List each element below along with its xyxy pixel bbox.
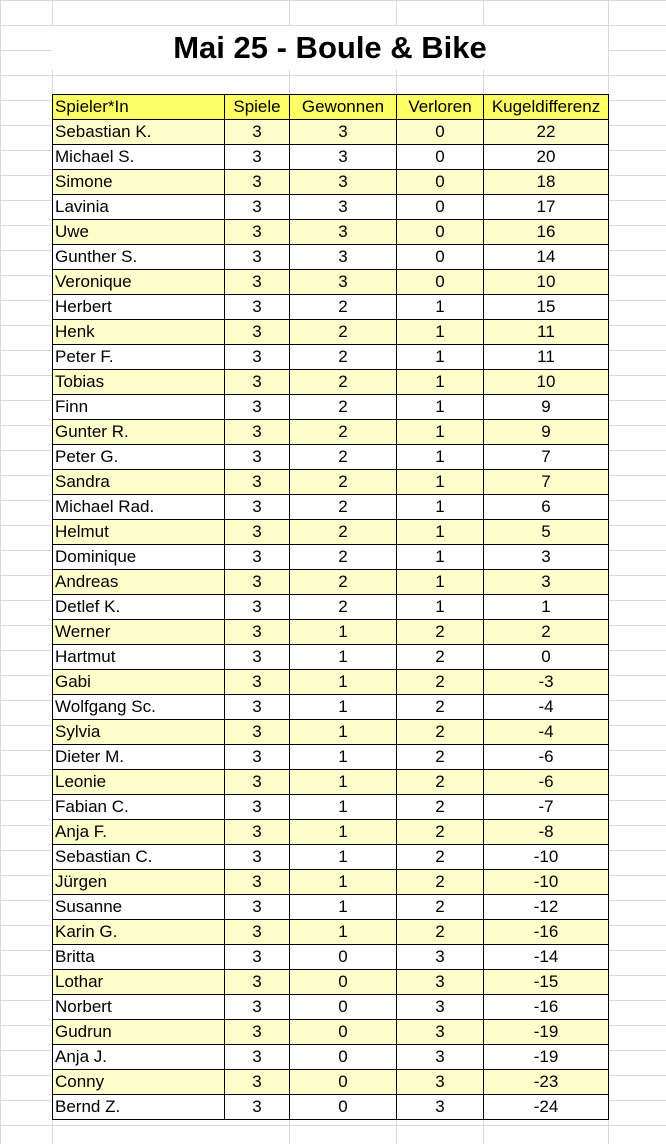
cell-games[interactable]: 3 (225, 220, 290, 245)
cell-lost[interactable]: 2 (397, 870, 484, 895)
table-row (53, 770, 609, 795)
cell-player[interactable]: Bernd Z. (53, 1095, 225, 1120)
cell-ball-difference[interactable]: -14 (484, 945, 609, 970)
cell-won[interactable]: 2 (290, 445, 397, 470)
column-header-won[interactable]: Gewonnen (290, 95, 397, 120)
cell-player[interactable]: Henk (53, 320, 225, 345)
cell-won[interactable]: 2 (290, 320, 397, 345)
header-row (53, 95, 609, 120)
cell-games[interactable]: 3 (225, 570, 290, 595)
table-row (53, 495, 609, 520)
cell-ball-difference[interactable]: 14 (484, 245, 609, 270)
cell-ball-difference[interactable]: 6 (484, 495, 609, 520)
table-row (53, 245, 609, 270)
cell-games[interactable]: 3 (225, 920, 290, 945)
cell-player[interactable]: Uwe (53, 220, 225, 245)
cell-games[interactable]: 3 (225, 970, 290, 995)
table-row (53, 145, 609, 170)
table-row (53, 795, 609, 820)
cell-won[interactable]: 1 (290, 920, 397, 945)
table-row (53, 995, 609, 1020)
cell-games[interactable]: 3 (225, 195, 290, 220)
cell-ball-difference[interactable]: 17 (484, 195, 609, 220)
cell-won[interactable]: 1 (290, 745, 397, 770)
cell-games[interactable]: 3 (225, 370, 290, 395)
table-row (53, 1095, 609, 1120)
cell-games[interactable]: 3 (225, 420, 290, 445)
table-body (53, 120, 609, 1120)
cell-ball-difference[interactable]: -7 (484, 795, 609, 820)
cell-lost[interactable]: 1 (397, 470, 484, 495)
cell-lost[interactable]: 1 (397, 295, 484, 320)
cell-games[interactable]: 3 (225, 620, 290, 645)
cell-won[interactable]: 1 (290, 645, 397, 670)
table-row (53, 670, 609, 695)
table-row (53, 170, 609, 195)
cell-ball-difference[interactable]: 5 (484, 520, 609, 545)
cell-player[interactable]: Sylvia (53, 720, 225, 745)
cell-won[interactable]: 2 (290, 420, 397, 445)
cell-games[interactable]: 3 (225, 445, 290, 470)
table-row (53, 745, 609, 770)
table-row (53, 395, 609, 420)
column-header-ball-difference[interactable]: Kugeldifferenz (484, 95, 609, 120)
cell-ball-difference[interactable]: -6 (484, 770, 609, 795)
cell-games[interactable]: 3 (225, 720, 290, 745)
cell-ball-difference[interactable]: 18 (484, 170, 609, 195)
cell-lost[interactable]: 1 (397, 370, 484, 395)
cell-ball-difference[interactable]: 3 (484, 570, 609, 595)
cell-won[interactable]: 3 (290, 270, 397, 295)
cell-ball-difference[interactable]: -12 (484, 895, 609, 920)
cell-lost[interactable]: 1 (397, 445, 484, 470)
cell-ball-difference[interactable]: -6 (484, 745, 609, 770)
cell-won[interactable]: 2 (290, 470, 397, 495)
cell-player[interactable]: Hartmut (53, 645, 225, 670)
cell-ball-difference[interactable]: -4 (484, 720, 609, 745)
cell-lost[interactable]: 1 (397, 495, 484, 520)
cell-games[interactable]: 3 (225, 670, 290, 695)
cell-ball-difference[interactable]: -3 (484, 670, 609, 695)
cell-player[interactable]: Simone (53, 170, 225, 195)
cell-won[interactable]: 2 (290, 545, 397, 570)
cell-ball-difference[interactable]: -4 (484, 695, 609, 720)
cell-ball-difference[interactable]: 11 (484, 320, 609, 345)
cell-player[interactable]: Michael Rad. (53, 495, 225, 520)
cell-games[interactable]: 3 (225, 895, 290, 920)
cell-games[interactable]: 3 (225, 745, 290, 770)
cell-player[interactable]: Gabi (53, 670, 225, 695)
cell-games[interactable]: 3 (225, 870, 290, 895)
cell-won[interactable]: 0 (290, 1095, 397, 1120)
cell-ball-difference[interactable]: 10 (484, 270, 609, 295)
cell-ball-difference[interactable]: 15 (484, 295, 609, 320)
cell-lost[interactable]: 2 (397, 745, 484, 770)
cell-lost[interactable]: 3 (397, 1095, 484, 1120)
cell-won[interactable]: 0 (290, 995, 397, 1020)
cell-player[interactable]: Lothar (53, 970, 225, 995)
column-header-lost[interactable]: Verloren (397, 95, 484, 120)
cell-games[interactable]: 3 (225, 545, 290, 570)
cell-games[interactable]: 3 (225, 470, 290, 495)
column-header-games[interactable]: Spiele (225, 95, 290, 120)
cell-lost[interactable]: 2 (397, 795, 484, 820)
table-row (53, 695, 609, 720)
cell-ball-difference[interactable]: 16 (484, 220, 609, 245)
cell-lost[interactable]: 3 (397, 970, 484, 995)
cell-games[interactable]: 3 (225, 945, 290, 970)
cell-games[interactable]: 3 (225, 295, 290, 320)
cell-games[interactable]: 3 (225, 145, 290, 170)
table-row (53, 220, 609, 245)
cell-player[interactable]: Leonie (53, 770, 225, 795)
cell-lost[interactable]: 2 (397, 670, 484, 695)
cell-player[interactable]: Anja F. (53, 820, 225, 845)
cell-ball-difference[interactable]: -19 (484, 1020, 609, 1045)
cell-lost[interactable]: 0 (397, 145, 484, 170)
cell-player[interactable]: Tobias (53, 370, 225, 395)
cell-ball-difference[interactable]: -15 (484, 970, 609, 995)
cell-ball-difference[interactable]: 1 (484, 595, 609, 620)
cell-won[interactable]: 0 (290, 1045, 397, 1070)
table-row (53, 270, 609, 295)
cell-won[interactable]: 3 (290, 170, 397, 195)
cell-player[interactable]: Finn (53, 395, 225, 420)
sheet-title: Mai 25 - Boule & Bike (52, 26, 608, 70)
table-row (53, 320, 609, 345)
cell-player[interactable]: Andreas (53, 570, 225, 595)
cell-ball-difference[interactable]: -19 (484, 1045, 609, 1070)
cell-player[interactable]: Fabian C. (53, 795, 225, 820)
cell-games[interactable]: 3 (225, 270, 290, 295)
cell-games[interactable]: 3 (225, 1045, 290, 1070)
cell-ball-difference[interactable]: 9 (484, 395, 609, 420)
table-row (53, 195, 609, 220)
cell-lost[interactable]: 1 (397, 545, 484, 570)
cell-ball-difference[interactable]: 7 (484, 445, 609, 470)
cell-won[interactable]: 2 (290, 495, 397, 520)
cell-player[interactable]: Sebastian K. (53, 120, 225, 145)
table-row (53, 295, 609, 320)
cell-player[interactable]: Anja J. (53, 1045, 225, 1070)
cell-games[interactable]: 3 (225, 820, 290, 845)
cell-won[interactable]: 2 (290, 570, 397, 595)
cell-player[interactable]: Peter G. (53, 445, 225, 470)
cell-won[interactable]: 2 (290, 520, 397, 545)
cell-ball-difference[interactable]: 2 (484, 620, 609, 645)
table-row (53, 595, 609, 620)
cell-won[interactable]: 3 (290, 220, 397, 245)
cell-won[interactable]: 1 (290, 820, 397, 845)
cell-lost[interactable]: 2 (397, 695, 484, 720)
cell-won[interactable]: 3 (290, 120, 397, 145)
table-row (53, 545, 609, 570)
cell-player[interactable]: Dieter M. (53, 745, 225, 770)
cell-games[interactable]: 3 (225, 595, 290, 620)
cell-ball-difference[interactable]: 7 (484, 470, 609, 495)
cell-lost[interactable]: 3 (397, 1020, 484, 1045)
table-row (53, 345, 609, 370)
cell-games[interactable]: 3 (225, 645, 290, 670)
cell-player[interactable]: Sandra (53, 470, 225, 495)
cell-won[interactable]: 2 (290, 595, 397, 620)
table-row (53, 970, 609, 995)
cell-won[interactable]: 2 (290, 295, 397, 320)
cell-lost[interactable]: 0 (397, 270, 484, 295)
cell-games[interactable]: 3 (225, 1070, 290, 1095)
cell-lost[interactable]: 0 (397, 170, 484, 195)
table-row (53, 570, 609, 595)
cell-player[interactable]: Michael S. (53, 145, 225, 170)
cell-games[interactable]: 3 (225, 320, 290, 345)
cell-ball-difference[interactable]: -8 (484, 820, 609, 845)
table-row (53, 720, 609, 745)
cell-won[interactable]: 0 (290, 1020, 397, 1045)
cell-player[interactable]: Dominique (53, 545, 225, 570)
cell-games[interactable]: 3 (225, 345, 290, 370)
cell-lost[interactable]: 3 (397, 995, 484, 1020)
cell-ball-difference[interactable]: 10 (484, 370, 609, 395)
cell-games[interactable]: 3 (225, 1095, 290, 1120)
cell-won[interactable]: 1 (290, 895, 397, 920)
cell-ball-difference[interactable]: 20 (484, 145, 609, 170)
cell-won[interactable]: 0 (290, 945, 397, 970)
cell-won[interactable]: 2 (290, 395, 397, 420)
cell-player[interactable]: Jürgen (53, 870, 225, 895)
cell-lost[interactable]: 2 (397, 845, 484, 870)
cell-won[interactable]: 0 (290, 1070, 397, 1095)
column-header-player[interactable]: Spieler*In (53, 95, 225, 120)
cell-lost[interactable]: 1 (397, 320, 484, 345)
cell-lost[interactable]: 2 (397, 920, 484, 945)
cell-player[interactable]: Veronique (53, 270, 225, 295)
cell-lost[interactable]: 0 (397, 245, 484, 270)
table-row (53, 1020, 609, 1045)
cell-lost[interactable]: 3 (397, 1070, 484, 1095)
cell-games[interactable]: 3 (225, 245, 290, 270)
cell-lost[interactable]: 2 (397, 895, 484, 920)
table-row (53, 945, 609, 970)
cell-won[interactable]: 2 (290, 370, 397, 395)
cell-lost[interactable]: 3 (397, 945, 484, 970)
cell-lost[interactable]: 1 (397, 420, 484, 445)
table-row (53, 920, 609, 945)
cell-lost[interactable]: 2 (397, 720, 484, 745)
table-row (53, 895, 609, 920)
cell-lost[interactable]: 1 (397, 520, 484, 545)
table-row (53, 420, 609, 445)
cell-games[interactable]: 3 (225, 495, 290, 520)
table-row (53, 470, 609, 495)
cell-won[interactable]: 1 (290, 670, 397, 695)
cell-player[interactable]: Gunter R. (53, 420, 225, 445)
cell-ball-difference[interactable]: 0 (484, 645, 609, 670)
cell-ball-difference[interactable]: -16 (484, 920, 609, 945)
cell-ball-difference[interactable]: -24 (484, 1095, 609, 1120)
cell-player[interactable]: Susanne (53, 895, 225, 920)
cell-games[interactable]: 3 (225, 695, 290, 720)
table-row (53, 445, 609, 470)
cell-won[interactable]: 3 (290, 145, 397, 170)
cell-player[interactable]: Gunther S. (53, 245, 225, 270)
cell-won[interactable]: 1 (290, 770, 397, 795)
cell-ball-difference[interactable]: 22 (484, 120, 609, 145)
cell-won[interactable]: 1 (290, 695, 397, 720)
cell-games[interactable]: 3 (225, 1020, 290, 1045)
cell-player[interactable]: Werner (53, 620, 225, 645)
cell-player[interactable]: Karin G. (53, 920, 225, 945)
cell-player[interactable]: Herbert (53, 295, 225, 320)
cell-player[interactable]: Helmut (53, 520, 225, 545)
cell-player[interactable]: Gudrun (53, 1020, 225, 1045)
cell-games[interactable]: 3 (225, 520, 290, 545)
table-row (53, 820, 609, 845)
table-row (53, 645, 609, 670)
cell-ball-difference[interactable]: 9 (484, 420, 609, 445)
cell-ball-difference[interactable]: 3 (484, 545, 609, 570)
table-row (53, 620, 609, 645)
cell-lost[interactable]: 0 (397, 220, 484, 245)
table-row (53, 870, 609, 895)
cell-lost[interactable]: 1 (397, 395, 484, 420)
cell-lost[interactable]: 1 (397, 595, 484, 620)
cell-player[interactable]: Sebastian C. (53, 845, 225, 870)
table-row (53, 370, 609, 395)
cell-won[interactable]: 1 (290, 870, 397, 895)
cell-lost[interactable]: 1 (397, 570, 484, 595)
cell-won[interactable]: 1 (290, 795, 397, 820)
cell-won[interactable]: 1 (290, 845, 397, 870)
cell-player[interactable]: Britta (53, 945, 225, 970)
cell-lost[interactable]: 2 (397, 620, 484, 645)
cell-player[interactable]: Detlef K. (53, 595, 225, 620)
cell-ball-difference[interactable]: -10 (484, 845, 609, 870)
cell-ball-difference[interactable]: -23 (484, 1070, 609, 1095)
table-row (53, 120, 609, 145)
cell-player[interactable]: Lavinia (53, 195, 225, 220)
cell-games[interactable]: 3 (225, 770, 290, 795)
cell-lost[interactable]: 0 (397, 120, 484, 145)
cell-games[interactable]: 3 (225, 995, 290, 1020)
cell-won[interactable]: 2 (290, 345, 397, 370)
cell-player[interactable]: Wolfgang Sc. (53, 695, 225, 720)
cell-games[interactable]: 3 (225, 845, 290, 870)
cell-won[interactable]: 1 (290, 720, 397, 745)
cell-lost[interactable]: 1 (397, 345, 484, 370)
cell-won[interactable]: 1 (290, 620, 397, 645)
cell-player[interactable]: Peter F. (53, 345, 225, 370)
results-table (52, 94, 609, 1120)
cell-ball-difference[interactable]: 11 (484, 345, 609, 370)
cell-games[interactable]: 3 (225, 795, 290, 820)
cell-won[interactable]: 3 (290, 195, 397, 220)
cell-lost[interactable]: 0 (397, 195, 484, 220)
table-row (53, 1070, 609, 1095)
cell-ball-difference[interactable]: -10 (484, 870, 609, 895)
table-row (53, 1045, 609, 1070)
cell-player[interactable]: Conny (53, 1070, 225, 1095)
cell-lost[interactable]: 2 (397, 770, 484, 795)
cell-won[interactable]: 3 (290, 245, 397, 270)
cell-games[interactable]: 3 (225, 170, 290, 195)
cell-player[interactable]: Norbert (53, 995, 225, 1020)
cell-games[interactable]: 3 (225, 395, 290, 420)
cell-lost[interactable]: 2 (397, 820, 484, 845)
cell-lost[interactable]: 3 (397, 1045, 484, 1070)
cell-ball-difference[interactable]: -16 (484, 995, 609, 1020)
cell-lost[interactable]: 2 (397, 645, 484, 670)
cell-won[interactable]: 0 (290, 970, 397, 995)
cell-games[interactable]: 3 (225, 120, 290, 145)
table-row (53, 845, 609, 870)
table-row (53, 520, 609, 545)
